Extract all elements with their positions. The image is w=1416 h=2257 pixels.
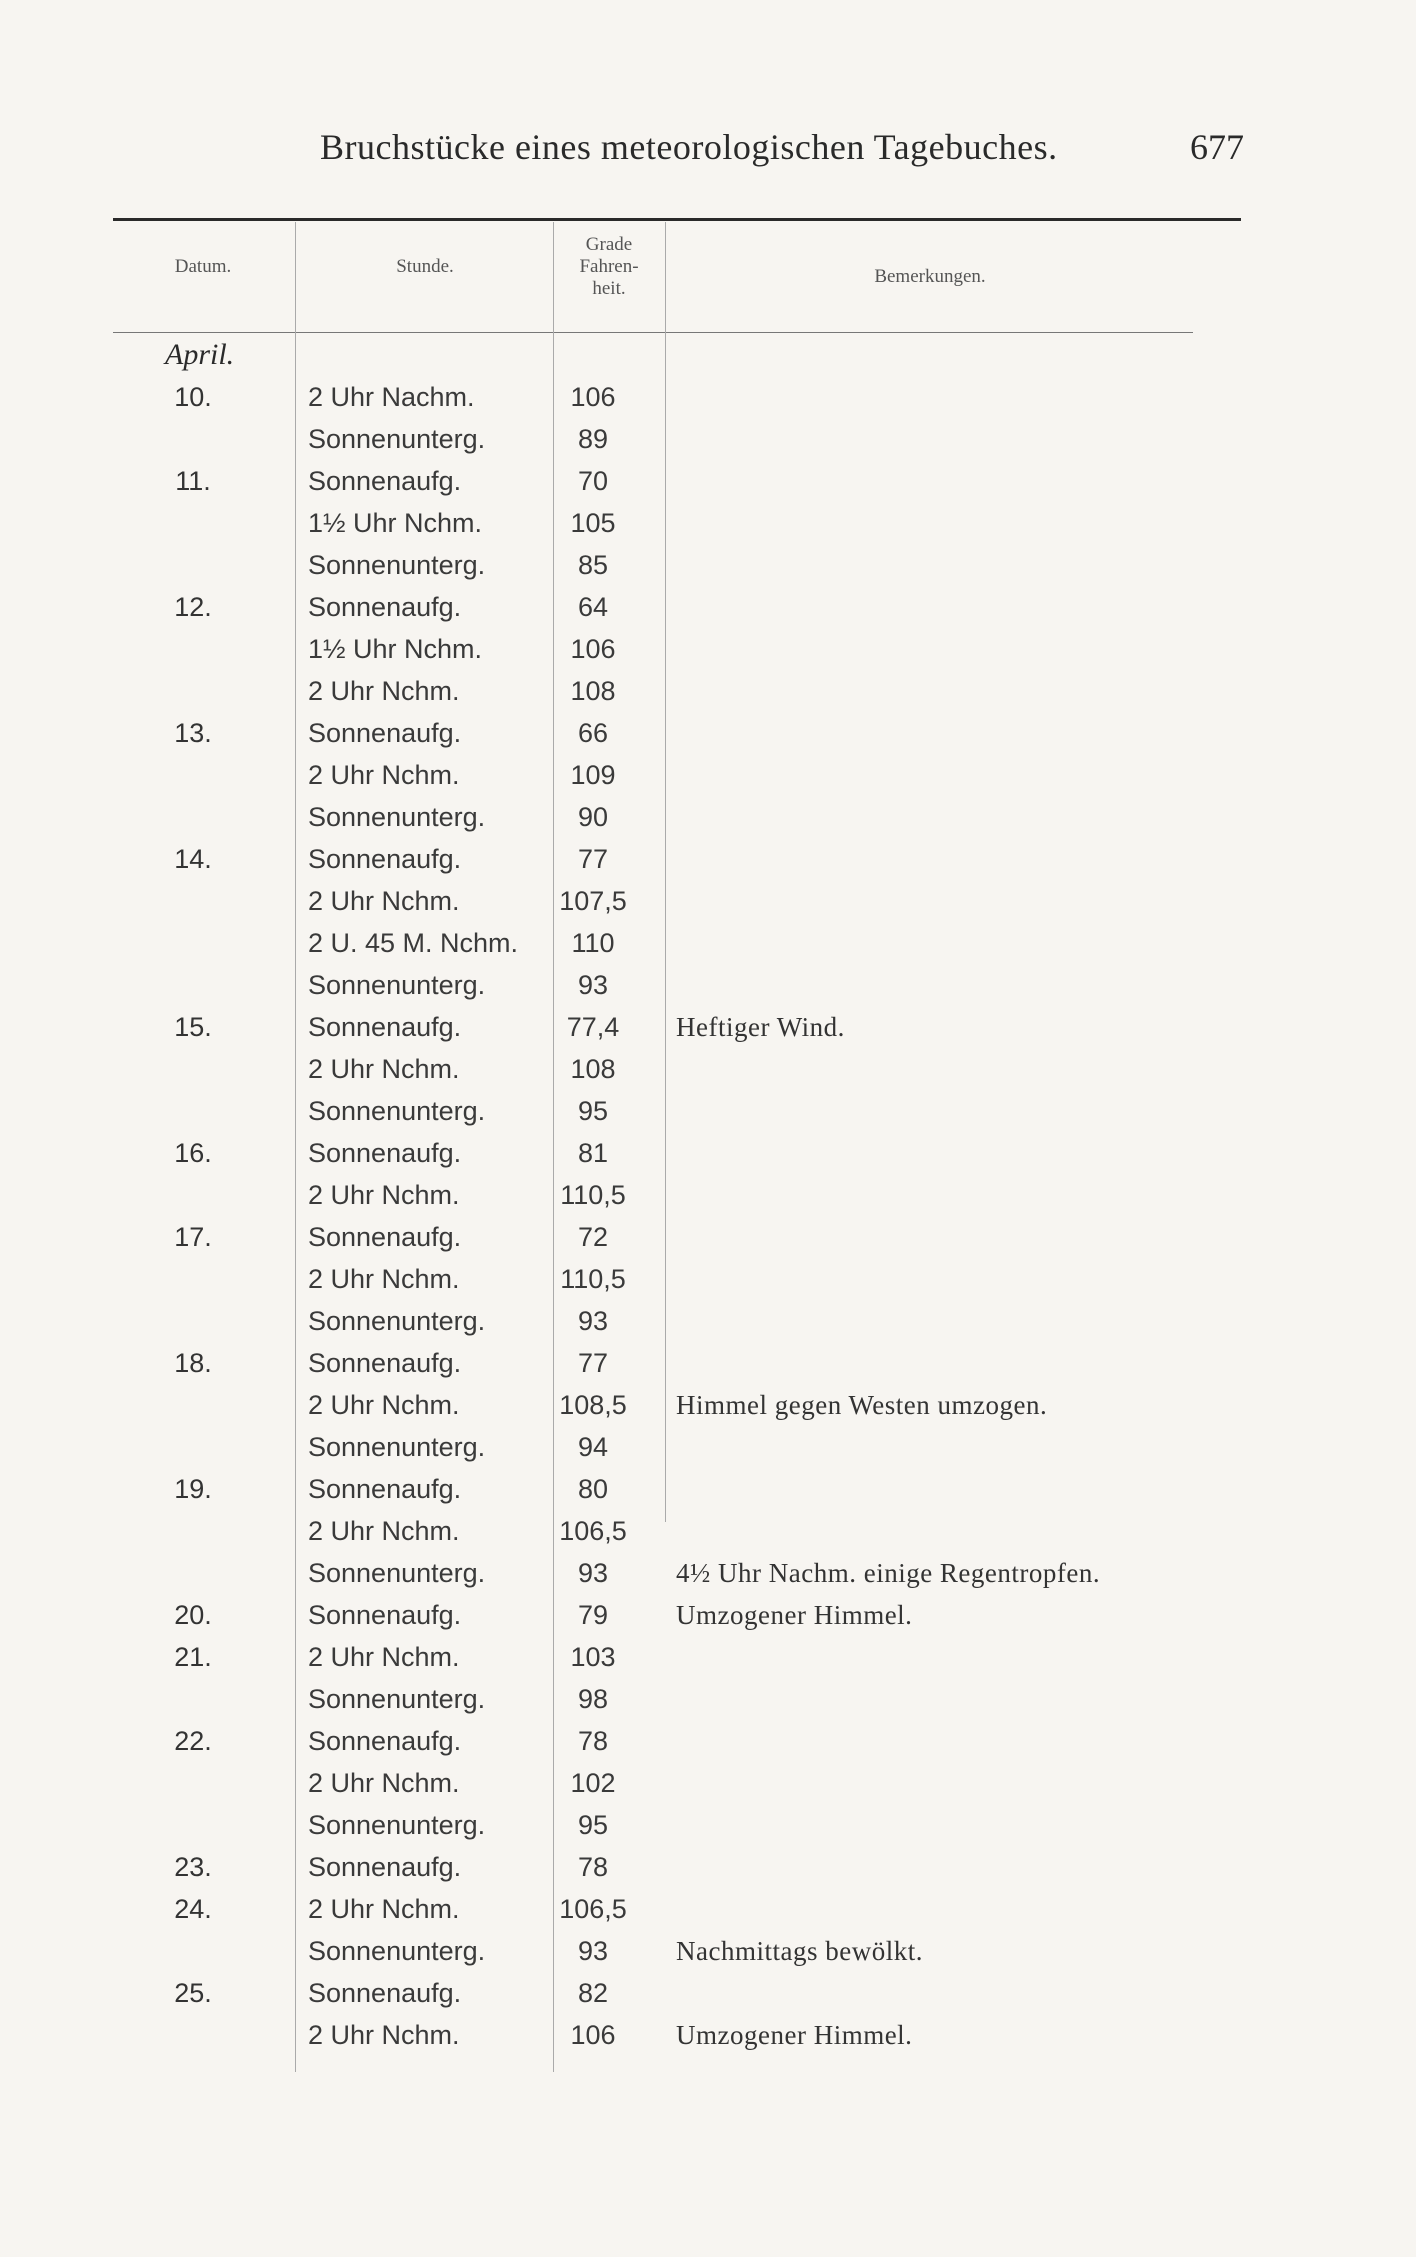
cell-bemerkung: 4½ Uhr Nachm. einige Regentropfen.	[676, 1558, 1101, 1588]
cell-grade: 108	[570, 1054, 616, 1084]
running-head: Bruchstücke eines meteorologischen Tagebuches.	[320, 127, 1058, 167]
cell-bemerkung: Nachmittags bewölkt.	[676, 1936, 923, 1966]
table-row	[0, 1934, 1416, 1976]
cell-stunde: 2 U. 45 M. Nchm.	[308, 928, 519, 958]
table-row	[0, 800, 1416, 842]
cell-grade: 108	[570, 676, 616, 706]
table-row	[0, 1430, 1416, 1472]
cell-stunde: Sonnenaufg.	[308, 844, 462, 874]
column-header-grade-line-3: heit.	[592, 278, 626, 299]
cell-grade: 64	[577, 592, 609, 622]
cell-stunde: Sonnenaufg.	[308, 1978, 462, 2008]
cell-stunde: 1½ Uhr Nchm.	[308, 508, 483, 538]
cell-stunde: 2 Uhr Nchm.	[308, 2020, 460, 2050]
cell-grade: 78	[577, 1726, 609, 1756]
cell-stunde: Sonnenaufg.	[308, 1474, 462, 1504]
cell-grade: 77	[577, 1348, 609, 1378]
table-row	[0, 1640, 1416, 1682]
cell-grade: 77,4	[566, 1012, 620, 1042]
cell-grade: 98	[577, 1684, 609, 1714]
cell-datum: 23.	[174, 1852, 212, 1882]
cell-grade: 72	[577, 1222, 609, 1252]
cell-stunde: Sonnenunterg.	[308, 424, 486, 454]
cell-stunde: Sonnenunterg.	[308, 1684, 486, 1714]
cell-bemerkung: Umzogener Himmel.	[676, 1600, 913, 1630]
table-row	[0, 632, 1416, 674]
column-header-bemerkungen: Bemerkungen.	[874, 266, 986, 287]
table-row	[0, 590, 1416, 632]
cell-grade: 93	[577, 1306, 609, 1336]
cell-stunde: 2 Uhr Nchm.	[308, 1264, 460, 1294]
table-row	[0, 1850, 1416, 1892]
table-row	[0, 1220, 1416, 1262]
cell-stunde: Sonnenaufg.	[308, 1726, 462, 1756]
cell-datum: 13.	[174, 718, 212, 748]
table-row	[0, 1472, 1416, 1514]
cell-datum: 24.	[174, 1894, 212, 1924]
cell-grade: 94	[577, 1432, 609, 1462]
cell-grade: 82	[577, 1978, 609, 2008]
table-row	[0, 1094, 1416, 1136]
cell-stunde: 2 Uhr Nchm.	[308, 676, 460, 706]
cell-grade: 108,5	[559, 1390, 627, 1420]
table-header-rule	[113, 332, 1193, 333]
cell-grade: 93	[577, 970, 609, 1000]
cell-grade: 77	[577, 844, 609, 874]
column-header-grade	[553, 234, 665, 300]
table-row	[0, 548, 1416, 590]
cell-stunde: Sonnenaufg.	[308, 1852, 462, 1882]
cell-stunde: Sonnenaufg.	[308, 1138, 462, 1168]
table-row	[0, 1682, 1416, 1724]
cell-stunde: 2 Uhr Nchm.	[308, 760, 460, 790]
table-row	[0, 1556, 1416, 1598]
table-row	[0, 1262, 1416, 1304]
table-row	[0, 758, 1416, 800]
table-row	[0, 1598, 1416, 1640]
cell-stunde: Sonnenunterg.	[308, 1096, 486, 1126]
cell-datum: 10.	[174, 382, 212, 412]
table-row	[0, 1388, 1416, 1430]
cell-grade: 90	[577, 802, 609, 832]
table-row	[0, 716, 1416, 758]
table-row	[0, 380, 1416, 422]
cell-grade: 81	[577, 1138, 609, 1168]
table-body	[0, 380, 1416, 2060]
table-row	[0, 842, 1416, 884]
cell-stunde: 2 Uhr Nchm.	[308, 886, 460, 916]
cell-bemerkung: Himmel gegen Westen umzogen.	[676, 1390, 1048, 1420]
cell-datum: 17.	[174, 1222, 212, 1252]
month-label: April.	[165, 338, 235, 371]
cell-bemerkung: Umzogener Himmel.	[676, 2020, 913, 2050]
cell-stunde: 2 Uhr Nchm.	[308, 1894, 460, 1924]
column-header-grade-line-1: Grade	[585, 234, 633, 255]
table-top-rule	[113, 218, 1241, 221]
cell-datum: 14.	[174, 844, 212, 874]
cell-stunde: Sonnenaufg.	[308, 1600, 462, 1630]
column-header-stunde: Stunde.	[396, 256, 454, 277]
cell-stunde: Sonnenaufg.	[308, 1348, 462, 1378]
cell-grade: 78	[577, 1852, 609, 1882]
table-row	[0, 884, 1416, 926]
cell-stunde: 2 Uhr Nchm.	[308, 1516, 460, 1546]
cell-grade: 102	[570, 1768, 616, 1798]
cell-stunde: Sonnenunterg.	[308, 802, 486, 832]
cell-datum: 18.	[174, 1348, 212, 1378]
cell-datum: 16.	[174, 1138, 212, 1168]
cell-grade: 109	[570, 760, 616, 790]
cell-stunde: 2 Uhr Nchm.	[308, 1768, 460, 1798]
cell-grade: 106,5	[559, 1894, 627, 1924]
cell-datum: 21.	[174, 1642, 212, 1672]
column-header-grade-line-2: Fahren-	[579, 256, 639, 277]
cell-stunde: Sonnenunterg.	[308, 550, 486, 580]
table-row	[0, 422, 1416, 464]
cell-datum: 22.	[174, 1726, 212, 1756]
cell-datum: 11.	[175, 466, 211, 496]
cell-stunde: Sonnenaufg.	[308, 592, 462, 622]
cell-stunde: Sonnenunterg.	[308, 1306, 486, 1336]
cell-grade: 85	[577, 550, 609, 580]
cell-datum: 20.	[174, 1600, 212, 1630]
table-row	[0, 1514, 1416, 1556]
cell-stunde: 1½ Uhr Nchm.	[308, 634, 483, 664]
cell-grade: 80	[577, 1474, 609, 1504]
cell-stunde: Sonnenunterg.	[308, 970, 486, 1000]
cell-stunde: Sonnenaufg.	[308, 718, 462, 748]
cell-grade: 103	[570, 1642, 616, 1672]
cell-datum: 19.	[174, 1474, 212, 1504]
cell-grade: 110,5	[560, 1180, 626, 1210]
cell-grade: 95	[577, 1810, 609, 1840]
cell-stunde: Sonnenaufg.	[308, 1012, 462, 1042]
column-header-datum: Datum.	[174, 256, 232, 277]
cell-datum: 12.	[174, 592, 212, 622]
cell-stunde: 2 Uhr Nchm.	[308, 1180, 460, 1210]
cell-stunde: Sonnenunterg.	[308, 1810, 486, 1840]
cell-stunde: 2 Uhr Nchm.	[308, 1642, 460, 1672]
cell-grade: 66	[577, 718, 609, 748]
cell-stunde: Sonnenunterg.	[308, 1432, 486, 1462]
cell-stunde: Sonnenaufg.	[308, 1222, 462, 1252]
cell-stunde: 2 Uhr Nachm.	[308, 382, 475, 412]
table-row	[0, 1136, 1416, 1178]
cell-grade: 93	[577, 1558, 609, 1588]
cell-grade: 106,5	[559, 1516, 627, 1546]
cell-grade: 93	[577, 1936, 609, 1966]
cell-grade: 106	[570, 382, 616, 412]
table-row	[0, 1892, 1416, 1934]
table-row	[0, 1178, 1416, 1220]
table-row	[0, 506, 1416, 548]
table-row	[0, 1010, 1416, 1052]
table-row	[0, 1808, 1416, 1850]
table-row	[0, 1724, 1416, 1766]
page-number: 677	[1190, 127, 1244, 167]
cell-grade: 105	[570, 508, 616, 538]
cell-grade: 89	[577, 424, 609, 454]
cell-stunde: 2 Uhr Nchm.	[308, 1390, 460, 1420]
table-row	[0, 968, 1416, 1010]
table-row	[0, 464, 1416, 506]
table-row	[0, 1766, 1416, 1808]
cell-datum: 15.	[174, 1012, 212, 1042]
cell-grade: 79	[577, 1600, 609, 1630]
cell-stunde: Sonnenunterg.	[308, 1558, 486, 1588]
table-row	[0, 674, 1416, 716]
table-row	[0, 926, 1416, 968]
table-row	[0, 2018, 1416, 2060]
table-row	[0, 1346, 1416, 1388]
cell-stunde: 2 Uhr Nchm.	[308, 1054, 460, 1084]
cell-grade: 110	[571, 928, 615, 958]
cell-grade: 107,5	[559, 886, 627, 916]
cell-stunde: Sonnenunterg.	[308, 1936, 486, 1966]
cell-stunde: Sonnenaufg.	[308, 466, 462, 496]
cell-bemerkung: Heftiger Wind.	[676, 1012, 845, 1042]
table-row	[0, 1304, 1416, 1346]
cell-grade: 95	[577, 1096, 609, 1126]
table-row	[0, 1052, 1416, 1094]
cell-grade: 106	[570, 2020, 616, 2050]
cell-datum: 25.	[174, 1978, 212, 2008]
cell-grade: 70	[577, 466, 609, 496]
cell-grade: 110,5	[560, 1264, 626, 1294]
cell-grade: 106	[570, 634, 616, 664]
table-row	[0, 1976, 1416, 2018]
